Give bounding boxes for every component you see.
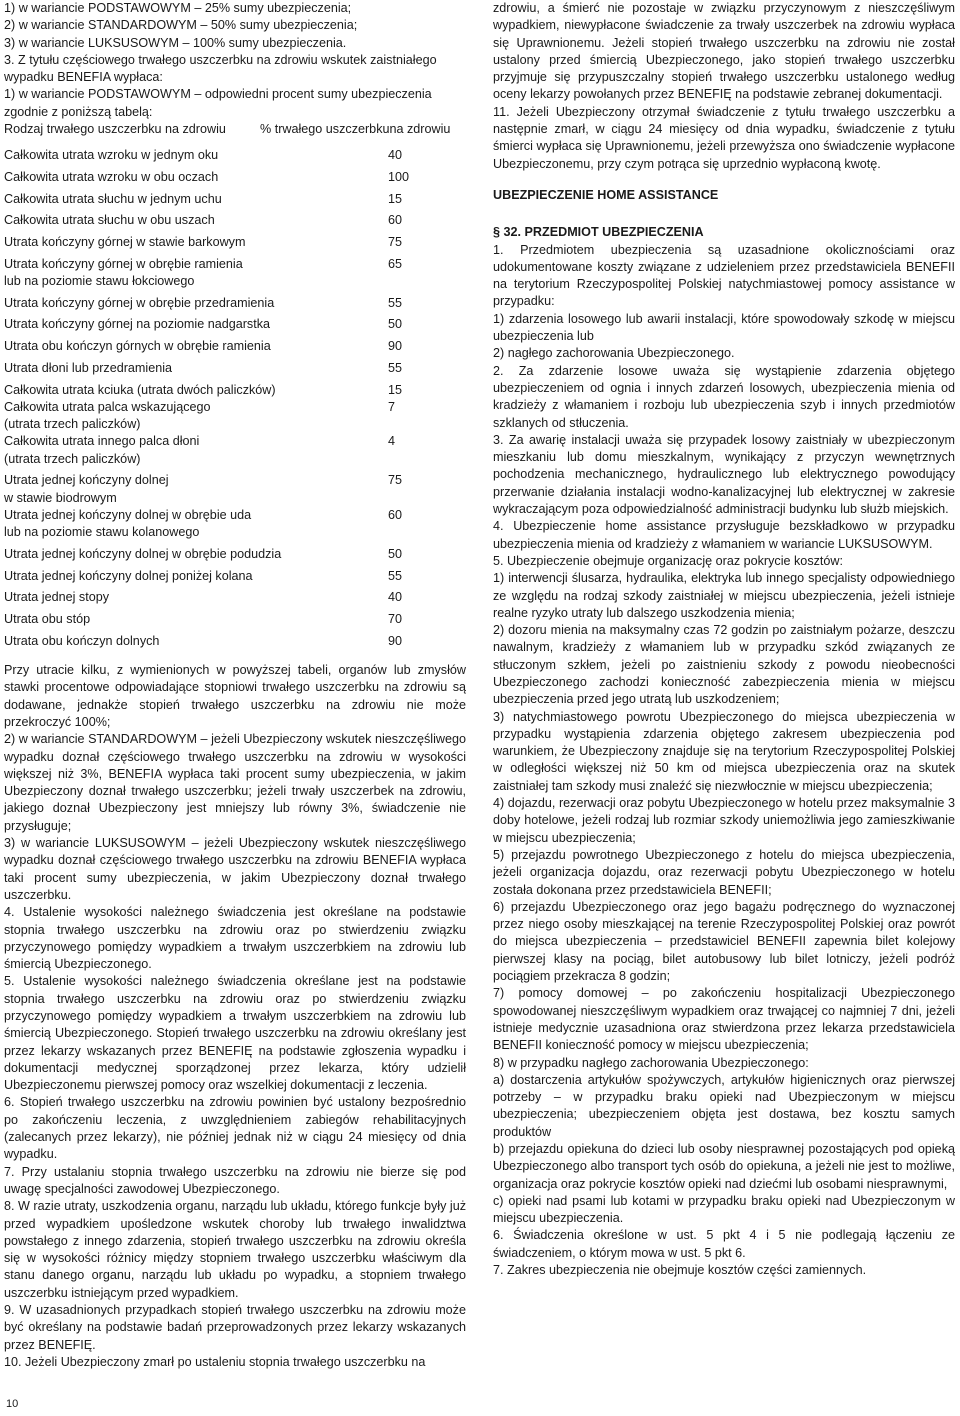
table-row [4, 399, 466, 434]
table-cell-line: Utrata kończyny górnej w obrębie ramienia [4, 256, 243, 271]
table-cell-impairment [4, 338, 388, 355]
table-cell-percent: 90 [388, 339, 403, 354]
table-cell-impairment [4, 399, 388, 434]
table-cell-impairment [4, 382, 388, 399]
table-cell-line: Całkowita utrata słuchu w jednym uchu [4, 191, 222, 206]
subsection-title: § 32. PRZEDMIOT UBEZPIECZENIA [493, 225, 704, 240]
table-row [4, 212, 466, 229]
section-item: 4. Ubezpieczenie home assistance przysługuje bezskładkowo w przypadku ubezpieczenia mienia od kradzieży z włamaniem w wariancie LUKSUSOWYM. [493, 519, 955, 551]
section-item: 3. Za awarię instalacji uważa się przypadek losowy zaistniały w ubezpieczonym mieszkaniu lub domu mieszkalnym, wynikający z przyczyn wewnętrznych pochodzenia mechanicznego, hydraulicznego lub elektrycznego powodujący przerwanie działania instalacji wodno-kanalizacyjnej lub elektrycznej w zakresie wykraczającym poza odpowiedzialność administracji budynku lub służb miejskich. [493, 432, 955, 517]
p3-line: wypadku BENEFIA wypłaca: [4, 70, 163, 85]
section-item: c) opieki nad psami lub kotami w przypadku braku opieki nad Ubezpieczonym w miejscu ubezpieczenia. [493, 1193, 955, 1226]
table-cell-impairment [4, 433, 388, 468]
section-item: 8) w przypadku nagłego zachorowania Ubezpieczonego: [493, 1055, 809, 1070]
table-cell-line: lub na poziomie stawu kolanowego [4, 525, 200, 540]
page-number: 10 [6, 1398, 19, 1410]
table-cell-percent: 60 [388, 508, 403, 523]
table-cell-percent: 50 [388, 547, 403, 561]
table-row [4, 360, 466, 377]
table-row [4, 611, 466, 628]
table-cell-impairment [4, 212, 388, 229]
table-cell-line: Utrata jednej kończyny dolnej w obrębie uda [4, 508, 252, 523]
table-cell-impairment [4, 611, 388, 628]
section-item: 2) dozoru mienia na maksymalny czas 72 godzin po zaistniałym pożarze, deszczu nawalnym, kradzieży z włamaniem lub w przypadku szkód związanych ze stłuczonym szkłem, jeżeli po zaistnieniu szkody z powodu nieobecności Ubezpieczonego zachodzi konieczność zabezpieczenia mienia w miejscu ubezpieczenia przed jego utratą lub uszkodzeniem; [493, 623, 955, 707]
table-row [4, 316, 466, 333]
paragraph-4: 4. Ustalenie wysokości należnego świadczenia jest określane na podstawie stopnia trwałego uszczerbku na zdrowiu oraz po stwierdzeniu związku przyczynowego pomiędzy wypadkiem a trwałym uszczerbkiem na zdrowiu lub śmiercią Ubezpieczonego. [4, 905, 466, 972]
table-cell-percent: 7 [388, 399, 396, 414]
section-item: 5. Ubezpieczenie obejmuje organizację oraz pokrycie kosztów: [493, 553, 844, 568]
table-cell-line: (utrata trzech paliczków) [4, 417, 141, 432]
p3-line: zgodnie z poniższą tabelą: [4, 104, 153, 119]
table-row [4, 382, 466, 399]
section-item: 1) interwencji ślusarza, hydraulika, elektryka lub innego specjalisty odpowiedniego ze względu na rodzaj szkody zaistniałej w miejscu ubezpieczenia, jeżeli istnieje realne ryzyko utraty lub dalszego uszkodzenia mienia; [493, 571, 955, 620]
section-item: b) przejazdu opiekuna do dzieci lub osoby niesprawnej pozostających pod opieką Ubezpieczonego albo transport tych osób do opiekuna, a jeżeli nie jest to możliwe, organizacja oraz pokrycie kosztów opieki nad dziećmi lub osobami niesprawnymi, [493, 1142, 955, 1191]
table-cell-percent: 4 [388, 434, 396, 449]
table-header-col1: Rodzaj trwałego uszczerbku na zdrowiu [4, 122, 226, 137]
table-cell-percent: 15 [388, 382, 403, 397]
section-item: 1) zdarzenia losowego lub awarii instalacji, które spowodowały szkodę w miejscu ubezpieczenia lub [493, 311, 955, 344]
after-table-paragraph: Przy utracie kilku, z wymienionych w powyższej tabeli, organów lub zmysłów stawki procentowe odpowiadające stopniowi trwałego uszczerbku na zdrowiu są dodawane, jednakże stopień trwałego uszczerbku na zdrowiu nie może przekroczyć 100%; [4, 663, 466, 729]
table-cell-percent: 55 [388, 360, 403, 375]
table-cell-percent: 55 [388, 295, 403, 310]
paragraph-3-3: 3) w wariancie LUKSUSOWYM – jeżeli Ubezpieczony wskutek nieszczęśliwego wypadku doznał częściowego trwałego uszczerbku na zdrowiu BENEFIA wypłaca taki procent sumy ubezpieczenia, w jakim Ubezpieczony doznał trwałego uszczerbku. [4, 836, 466, 902]
section-item: 4) dojazdu, rezerwacji oraz pobytu Ubezpieczonego w hotelu przez maksymalnie 3 doby hotelowe, jeżeli rodzaj lub rozmiar szkody uniemożliwia jego zamieszkiwanie w miejscu ubezpieczenia; [493, 796, 955, 845]
table-cell-line: Utrata jednej stopy [4, 590, 110, 605]
paragraph-11: 11. Jeżeli Ubezpieczony otrzymał świadczenie z tytułu trwałego uszczerbku a następnie zmarł, w ciągu 24 miesięcy od dnia wypadku, świadczenie z tytułu śmierci wypłaca się Uprawnionemu, jeżeli przewyższa ono świadczenie wypłacone Ubezpieczonemu, przy czym potrąca się uprzednio wypłaconą kwotę. [493, 104, 955, 171]
table-cell-line: Utrata dłoni lub przedramienia [4, 360, 173, 375]
section-title: UBEZPIECZENIE HOME ASSISTANCE [493, 187, 719, 202]
table-row [4, 256, 466, 291]
continuation-paragraph: zdrowiu, a śmierć nie pozostaje w związku przyczynowym z nieszczęśliwym wypadkiem, niewypłacone świadczenie za trwały uszczerbek na zdrowiu wypłaca się Uprawnionemu. Jeżeli stopień trwałego uszczerbku na zdrowiu nie został ustalony przed śmiercią Ubezpieczonego, jako stopień trwałego uszczerbku przyjmuje się przypuszczalny stopień trwałego uszczerbku ustalonego według oceny lekarzy powołanych przez BENEFIĘ na podstawie zebranej dokumentacji. [493, 1, 955, 102]
intro-line: 3) w wariancie LUKSUSOWYM – 100% sumy ubezpieczenia. [4, 35, 347, 50]
paragraph-7: 7. Przy ustalaniu stopnia trwałego uszczerbku na zdrowiu nie bierze się pod uwagę specjalności zawodowej Ubezpieczonego. [4, 1164, 466, 1196]
table-cell-line: Utrata kończyny górnej w stawie barkowym [4, 235, 246, 250]
table-cell-line: Utrata jednej kończyny dolnej [4, 473, 169, 488]
p3-line: 3. Z tytułu częściowego trwałego uszczerbku na zdrowiu wskutek zaistniałego [4, 52, 437, 67]
impairment-table [4, 147, 466, 650]
table-header [4, 121, 466, 138]
paragraph-3-2: 2) w wariancie STANDARDOWYM – jeżeli Ubezpieczony wskutek nieszczęśliwego wypadku doznał częściowego trwałego uszczerbku na zdrowiu w wysokości większej niż 3%, BENEFIA wypłaca taki procent sumy ubezpieczenia, w jakim Ubezpieczony doznał trwałego uszczerbku; jeżeli trwały uszczerbek na zdrowiu, jakiego doznał Ubezpieczony jest mniejszy lub równy 3%, świadczenie nie przysługuje; [4, 732, 466, 833]
table-row [4, 546, 466, 563]
table-cell-percent: 75 [388, 473, 403, 488]
table-cell-percent: 70 [388, 612, 403, 627]
table-row [4, 191, 466, 208]
intro-line: 1) w wariancie PODSTAWOWYM – 25% sumy ubezpieczenia; [4, 1, 352, 15]
table-row [4, 472, 466, 507]
table-cell-impairment [4, 295, 388, 312]
section-item: 7. Zakres ubezpieczenia nie obejmuje kosztów części zamiennych. [493, 1263, 867, 1278]
section-item: 3) natychmiastowego powrotu Ubezpieczonego do miejsca ubezpieczenia w przypadku wystąpienia zdarzenia objętego zakresem ubezpieczenia pod warunkiem, że Ubezpieczony znajduje się na terytorium Rzeczypospolitej Polskiej w odległości większej niż 50 km od miejsca ubezpieczenia oraz na skutek zaistniałej tam szkody musi znaleźć się niezwłocznie w miejscu ubezpieczenia; [493, 709, 955, 793]
table-cell-impairment [4, 147, 388, 164]
table-cell-line: w stawie biodrowym [4, 490, 117, 505]
table-cell-impairment [4, 256, 388, 291]
table-cell-line: Utrata jednej kończyny dolnej w obrębie podudzia [4, 547, 282, 561]
table-cell-line: Całkowita utrata słuchu w obu uszach [4, 213, 215, 228]
table-cell-line: Utrata jednej kończyny dolnej poniżej kolana [4, 568, 253, 583]
table-cell-impairment [4, 316, 388, 333]
table-row [4, 433, 466, 468]
table-cell-line: (utrata trzech paliczków) [4, 451, 141, 466]
table-cell-line: lub na poziomie stawu łokciowego [4, 274, 195, 289]
section-items [493, 242, 955, 1280]
table-cell-line: Całkowita utrata palca wskazującego [4, 399, 211, 414]
table-row [4, 169, 466, 186]
table-cell-impairment [4, 169, 388, 186]
table-cell-percent: 15 [388, 191, 403, 206]
table-cell-percent: 40 [388, 148, 403, 163]
paragraph-9: 9. W uzasadnionych przypadkach stopień trwałego uszczerbku na zdrowiu może być określany na podstawie badań przeprowadzonych przez lekarzy wskazanych przez BENEFIĘ. [4, 1303, 466, 1352]
table-cell-impairment [4, 472, 388, 507]
table-cell-line: Całkowita utrata wzroku w obu oczach [4, 170, 219, 185]
table-row [4, 568, 466, 585]
table-cell-line: Utrata obu kończyn górnych w obrębie ramienia [4, 339, 271, 354]
table-cell-percent: 100 [388, 170, 410, 185]
paragraph-5: 5. Ustalenie wysokości należnego świadczenia określane jest na podstawie stopnia trwałego uszczerbku na zdrowiu oraz po stwierdzeniu związku przyczynowego pomiędzy wypadkiem a trwałym uszczerbkiem na zdrowiu lub śmiercią Ubezpieczonego. Stopień trwałego uszczerbku na zdrowiu określany jest przez lekarzy wskazanych przez BENEFIĘ na podstawie zgłoszenia wypadku i dokumentacji medycznej sporządzonej przez lekarza, który udzielił Ubezpieczonemu pierwszej pomocy oraz wszelkiej dokumentacji z leczenia. [4, 974, 466, 1093]
table-cell-impairment [4, 234, 388, 251]
table-cell-line: Całkowita utrata wzroku w jednym oku [4, 148, 219, 163]
table-cell-impairment [4, 633, 388, 650]
left-column [4, 0, 466, 1371]
table-cell-percent: 55 [388, 568, 403, 583]
table-cell-percent: 40 [388, 590, 403, 605]
paragraph-10: 10. Jeżeli Ubezpieczony zmarł po ustaleniu stopnia trwałego uszczerbku na [4, 1354, 426, 1369]
table-row [4, 338, 466, 355]
table-cell-impairment [4, 191, 388, 208]
section-item: 6) przejazdu Ubezpieczonego oraz jego bagażu podręcznego do wyznaczonej przez niego osoby mieszkającej na terenie Rzeczypospolitej Polskiej oraz powrót do miejsca ubezpieczenia – przedstawiciel BENEFII zapewnia bilet kolejowy pierwszej klasy na pociąg, bilet autobusowy lub bilet lotniczy, jeżeli podróż pociągiem przekracza 8 godzin; [493, 899, 955, 984]
right-column [493, 0, 955, 1279]
section-item: 2) nagłego zachorowania Ubezpieczonego. [493, 346, 735, 361]
table-cell-line: Utrata kończyny górnej w obrębie przedramienia [4, 295, 275, 310]
table-cell-line: Całkowita utrata kciuka (utrata dwóch paliczków) [4, 382, 276, 397]
table-cell-impairment [4, 507, 388, 542]
table-cell-impairment [4, 546, 388, 563]
table-cell-line: Utrata obu kończyn dolnych [4, 633, 160, 648]
table-row [4, 147, 466, 164]
table-row [4, 295, 466, 312]
table-row [4, 507, 466, 542]
table-cell-percent: 50 [388, 317, 403, 332]
section-item: 6. Świadczenia określone w ust. 5 pkt 4 i 5 nie podlegają łączeniu ze świadczeniem, o którym mowa w ust. 5 pkt 6. [493, 1228, 955, 1260]
table-cell-percent: 65 [388, 256, 403, 271]
table-row [4, 589, 466, 606]
table-cell-percent: 90 [388, 633, 403, 648]
table-row [4, 633, 466, 650]
paragraph-8: 8. W razie utraty, uszkodzenia organu, narządu lub układu, którego funkcje były już przed wypadkiem upośledzone wskutek choroby lub trwałego inwalidztwa powstałego z innego zdarzenia, stopień trwałego uszczerbku na zdrowiu określa się w wysokości różnicy między stopniem trwałego uszczerbku właściwym dla stanu danego organu, narządu lub układu po wypadku, a stopniem trwałego uszczerbku istniejącym przed wypadkiem. [4, 1199, 466, 1300]
p3-line: 1) w wariancie PODSTAWOWYM – odpowiedni procent sumy ubezpieczenia [4, 87, 432, 102]
intro-line: 2) w wariancie STANDARDOWYM – 50% sumy ubezpieczenia; [4, 18, 358, 33]
table-cell-line: Utrata kończyny górnej na poziomie nadgarstka [4, 317, 271, 332]
paragraph-6: 6. Stopień trwałego uszczerbku na zdrowiu powinien być ustalony bezpośrednio po zakończeniu leczenia, z uwzględnieniem zabiegów rehabilitacyjnych (zalecanych przez lekarzy), nie później jednak niż w ciągu 24 miesięcy od dnia wypadku. [4, 1095, 466, 1162]
section-item: 7) pomocy domowej – po zakończeniu hospitalizacji Ubezpieczonego spowodowanej nieszczęśliwym wypadkiem oraz trwającej co najmniej 7 dni, jeżeli istnieje medycznie uzasadniona oraz stwierdzona przez lekarza przedstawiciela BENEFII konieczność pomocy w miejscu ubezpieczenia; [493, 986, 955, 1053]
table-cell-percent: 75 [388, 235, 403, 250]
table-cell-line: Utrata obu stóp [4, 612, 91, 627]
table-cell-line: Całkowita utrata innego palca dłoni [4, 434, 200, 449]
table-header-col2: % trwałego uszczerbkuna zdrowiu [260, 122, 451, 137]
table-cell-percent: 60 [388, 213, 403, 228]
table-row [4, 234, 466, 251]
section-item: 2. Za zdarzenie losowe uważa się wystąpienie zdarzenia objętego ubezpieczeniem od ognia i innych zdarzeń losowych, ubezpieczenia mienia od kradzieży z włamaniem i rozboju lub ubezpieczenia szyb i innych przedmiotów szklanych od stłuczenia. [493, 363, 955, 430]
table-cell-impairment [4, 589, 388, 606]
section-item: a) dostarczenia artykułów spożywczych, artykułów higienicznych oraz pierwszej potrzeby – w przypadku braku opieki nad Ubezpieczonym w miejscu ubezpieczenia; ubezpieczeniem objęta jest dostawa, bez kosztu samych produktów [493, 1072, 955, 1139]
section-item: 1. Przedmiotem ubezpieczenia są uzasadnione okolicznościami oraz udokumentowane koszty związane z udzieleniem przez przedstawiciela BENEFII na terytorium Rzeczypospolitej Polskiej natychmiastowej pomocy assistance w przypadku: [493, 242, 955, 309]
table-cell-impairment [4, 568, 388, 585]
table-cell-impairment [4, 360, 388, 377]
section-item: 5) przejazdu powrotnego Ubezpieczonego z hotelu do miejsca ubezpieczenia, jeżeli organizacja dojazdu, oraz rezerwacji pobytu Ubezpieczonego w hotelu została dokonana przez przedstawiciela BENEFII; [493, 847, 955, 897]
